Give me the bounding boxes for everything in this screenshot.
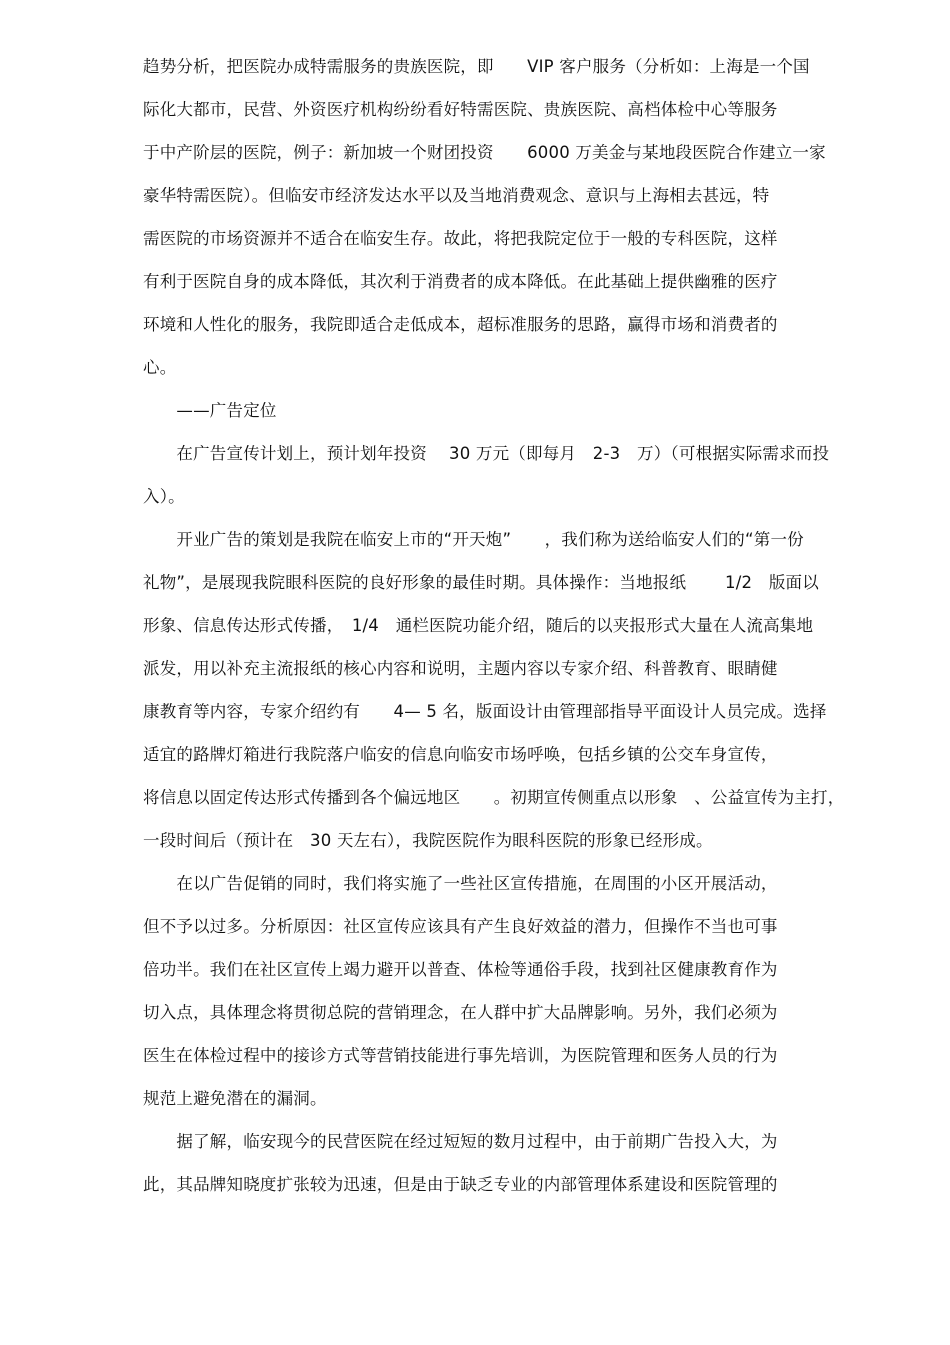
text-line: 在以广告促销的同时，我们将实施了一些社区宣传措施，在周围的小区开展活动， [143, 874, 778, 893]
text-line: 礼物”，是展现我院眼科医院的良好形象的最佳时期。具体操作：当地报纸 1/2 版面以 [143, 573, 819, 592]
text-line: 此，其品牌知晓度扩张较为迅速，但是由于缺乏专业的内部管理体系建设和医院管理的 [143, 1175, 778, 1194]
text-line: 开业广告的策划是我院在临安上市的“开天炮” ，我们称为送给临安人们的“第一份 [143, 530, 804, 549]
text-line: 形象、信息传达形式传播， 1/4 通栏医院功能介绍，随后的以夹报形式大量在人流高集地 [143, 616, 814, 635]
text-line: 医生在体检过程中的接诊方式等营销技能进行事先培训，为医院管理和医务人员的行为 [143, 1046, 778, 1065]
text-line: 需医院的市场资源并不适合在临安生存。故此，将把我院定位于一般的专科医院，这样 [143, 229, 778, 248]
text-line: 在广告宣传计划上，预计划年投资 30 万元（即每月 2-3 万）（可根据实际需求而投 [143, 444, 830, 463]
text-line: 趋势分析，把医院办成特需服务的贵族医院，即 VIP 客户服务（分析如：上海是一个国 [143, 57, 810, 76]
text-line: 豪华特需医院）。但临安市经济发达水平以及当地消费观念、意识与上海相去甚远，特 [143, 186, 770, 205]
text-line: 康教育等内容，专家介绍约有 4— 5 名，版面设计由管理部指导平面设计人员完成。选择 [143, 702, 827, 721]
text-line: 倍功半。我们在社区宣传上竭力避开以普查、体检等通俗手段，找到社区健康教育作为 [143, 960, 778, 979]
text-line: 入）。 [143, 487, 185, 506]
text-line: 际化大都市，民营、外资医疗机构纷纷看好特需医院、贵族医院、高档体检中心等服务 [143, 100, 778, 119]
text-line: 适宜的路牌灯箱进行我院落户临安的信息向临安市场呼唤，包括乡镇的公交车身宣传， [143, 745, 778, 764]
text-line: 派发，用以补充主流报纸的核心内容和说明，主题内容以专家介绍、科普教育、眼睛健 [143, 659, 778, 678]
text-line: 环境和人性化的服务，我院即适合走低成本，超标准服务的思路，赢得市场和消费者的 [143, 315, 778, 334]
text-line: 但不予以过多。分析原因：社区宣传应该具有产生良好效益的潜力，但操作不当也可事 [143, 917, 778, 936]
text-line: 将信息以固定传达形式传播到各个偏远地区 。初期宣传侧重点以形象 、公益宣传为主打， [143, 788, 845, 807]
text-line: 有利于医院自身的成本降低，其次利于消费者的成本降低。在此基础上提供幽雅的医疗 [143, 272, 778, 291]
text-line: 据了解，临安现今的民营医院在经过短短的数月过程中，由于前期广告投入大，为 [143, 1132, 778, 1151]
text-line: 心。 [143, 358, 177, 377]
section-heading: ——广告定位 [143, 401, 277, 420]
text-line: 切入点，具体理念将贯彻总院的营销理念，在人群中扩大品牌影响。另外，我们必须为 [143, 1003, 778, 1022]
text-line: 一段时间后（预计在 30 天左右），我院医院作为眼科医院的形象已经形成。 [143, 831, 713, 850]
text-line: 于中产阶层的医院，例子：新加坡一个财团投资 6000 万美金与某地段医院合作建立一家 [143, 143, 826, 162]
text-line: 规范上避免潜在的漏洞。 [143, 1089, 327, 1108]
